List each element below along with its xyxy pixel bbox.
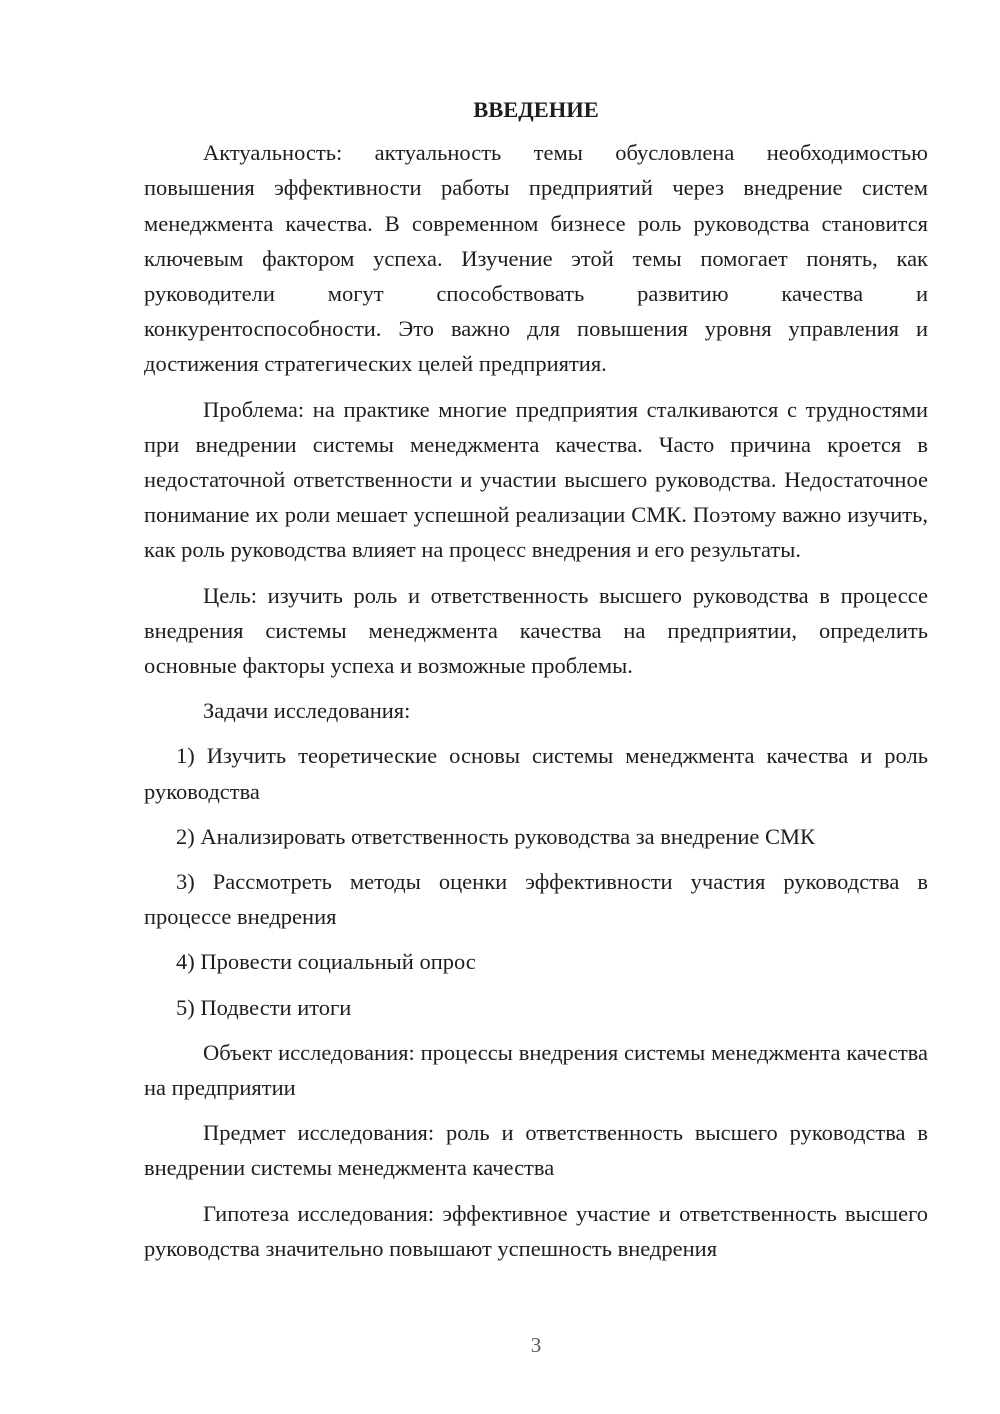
page-number: 3 [530, 1333, 542, 1357]
object-paragraph: Объект исследования: процессы внедрения системы менеджмента качества на предприятии [144, 1039, 928, 1101]
relevance-paragraph: Актуальность: актуальность темы обусловлена необходимостью повышения эффективности работы предприятий через внедрение систем менеджмента качества. В современном бизнесе роль руководства становится ключевым фактором успеха. Изучение этой темы помогает понять, как руководители могут способствовать развитию качества и конкурентоспособности. Это важно для повышения уровня управления и достижения стратегических целей предприятия. [144, 140, 928, 377]
task-item-4: 4) Провести социальный опрос [176, 949, 476, 975]
hypothesis-paragraph: Гипотеза исследования: эффективное участие и ответственность высшего руководства значительно повышают успешность внедрения [144, 1200, 928, 1261]
page-body [144, 92, 928, 1266]
task-item-5: 5) Подвести итоги [176, 994, 352, 1020]
subject-paragraph: Предмет исследования: роль и ответственность высшего руководства в внедрении системы менеджмента качества [144, 1120, 928, 1181]
problem-paragraph: Проблема: на практике многие предприятия сталкиваются с трудностями при внедрении системы менеджмента качества. Часто причина кроется в недостаточной ответственности и участии высшего руководства. Недостаточное понимание их роли мешает успешной реализации СМК. Поэтому важно изучить, как роль руководства влияет на процесс внедрения и его результаты. [144, 396, 928, 563]
task-item-2: 2) Анализировать ответственность руководства за внедрение СМК [176, 823, 816, 849]
goal-paragraph: Цель: изучить роль и ответственность высшего руководства в процессе внедрения системы менеджмента качества на предприятии, определить основные факторы успеха и возможные проблемы. [144, 582, 928, 679]
tasks-heading: Задачи исследования: [203, 698, 411, 724]
task-item-3: 3) Рассмотреть методы оценки эффективности участия руководства в процессе внедрения [144, 869, 928, 930]
task-item-1: 1) Изучить теоретические основы системы менеджмента качества и роль руководства [144, 743, 928, 804]
section-title: ВВЕДЕНИЕ [473, 97, 599, 122]
